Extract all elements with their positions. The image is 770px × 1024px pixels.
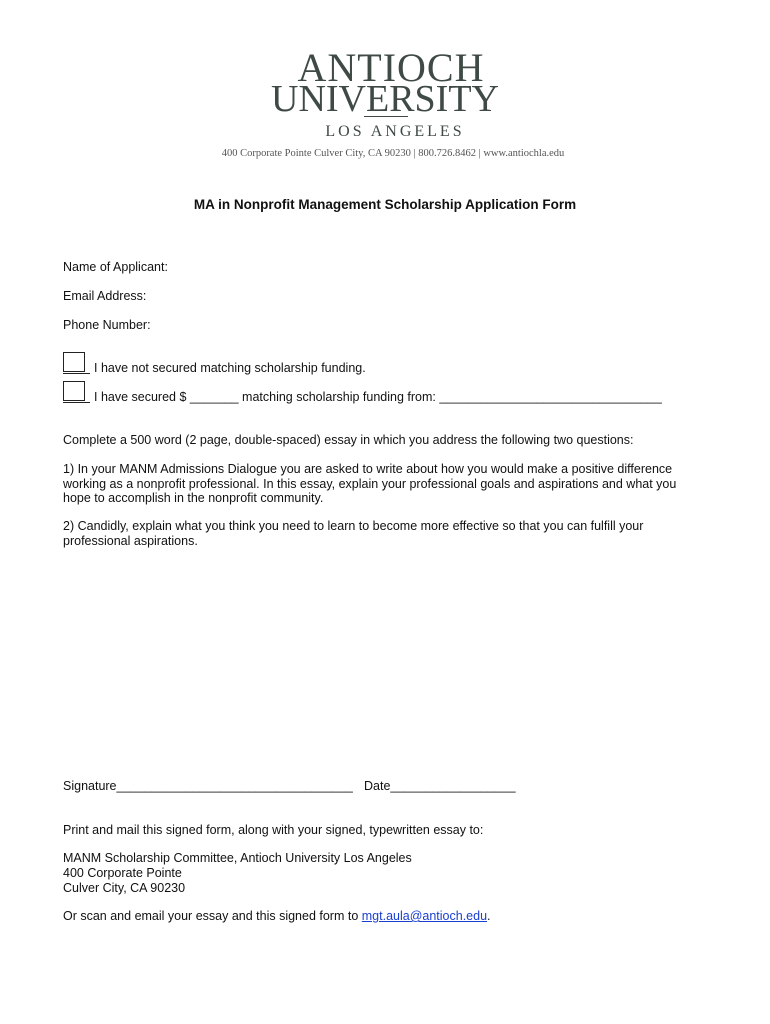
email-instructions-prefix: Or scan and email your essay and this signed form to [63,909,362,923]
secured-label: I have secured $ _______ matching scholarship funding from: ________________________________ [94,390,662,404]
email-address-field[interactable]: Email Address: [63,289,147,303]
university-logo [0,0,770,170]
not-secured-label: I have not secured matching scholarship funding. [94,361,366,375]
secured-underline [63,402,90,403]
logo-university: UNIVERSITY [271,78,499,120]
essay-question-1: 1) In your MANM Admissions Dialogue you are asked to write about how you would make a positive difference working as a nonprofit professional. In this essay, explain your professional goals and aspirations and what you hope to accomplish in the nonprofit community. [63,462,677,506]
applicant-name-field[interactable]: Name of Applicant: [63,260,168,274]
not-secured-underline [63,373,90,374]
date-field[interactable]: Date__________________ [364,779,516,793]
not-secured-checkbox[interactable] [63,352,85,372]
essay-instructions: Complete a 500 word (2 page, double-spaced) essay in which you address the following two questions: [63,433,634,447]
mail-address-line-1: MANM Scholarship Committee, Antioch University Los Angeles [63,851,412,865]
essay-question-2: 2) Candidly, explain what you think you need to learn to become more effective so that you can fulfill your professional aspirations. [63,519,644,548]
logo-los-angeles: LOS ANGELES [325,123,465,140]
logo-divider [364,116,408,117]
mail-instructions: Print and mail this signed form, along with your signed, typewritten essay to: [63,823,484,837]
secured-checkbox[interactable] [63,381,85,401]
mail-address-line-2: 400 Corporate Pointe [63,866,182,880]
email-instructions [63,909,491,924]
email-link[interactable]: mgt.aula@antioch.edu [361,909,488,923]
email-instructions-suffix: . [487,909,491,923]
phone-number-field[interactable]: Phone Number: [63,318,151,332]
logo-antioch: ANTIOCH [297,45,485,90]
signature-field[interactable]: Signature__________________________________ [63,779,353,793]
form-title: MA in Nonprofit Management Scholarship Application Form [193,197,577,212]
mail-address-line-3: Culver City, CA 90230 [63,881,186,895]
header-address: 400 Corporate Pointe Culver City, CA 90230 | 800.726.8462 | www.antiochla.edu [221,148,565,159]
